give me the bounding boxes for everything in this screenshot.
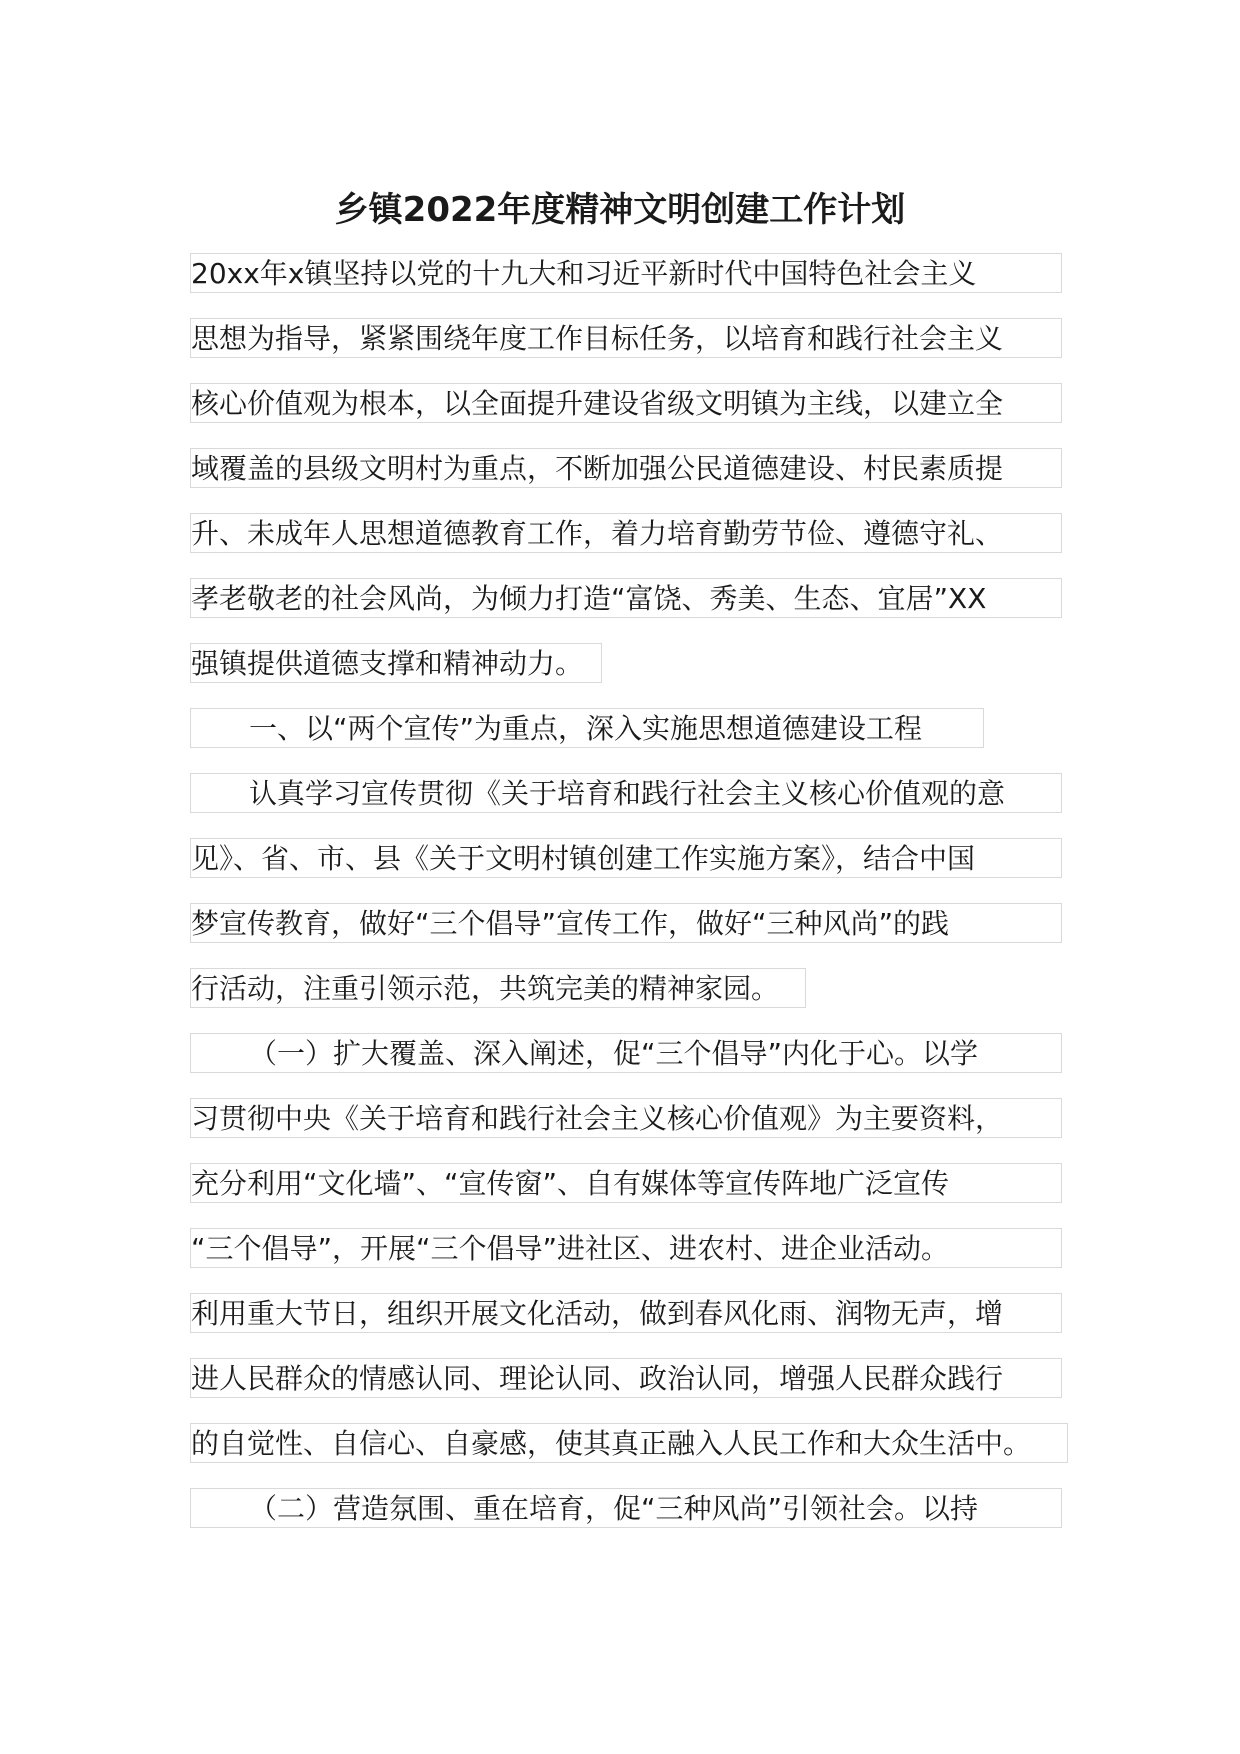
subsection-line: （二）营造氛围、重在培育，促“三种风尚”引领社会。以持 [190, 1488, 1062, 1528]
text-line: 梦宣传教育，做好“三个倡导”宣传工作，做好“三种风尚”的践 [190, 903, 1062, 943]
section-heading: 一、以“两个宣传”为重点，深入实施思想道德建设工程 [190, 708, 984, 748]
document-title: 乡镇2022年度精神文明创建工作计划 [334, 190, 906, 230]
text-line: 孝老敬老的社会风尚，为倾力打造“富饶、秀美、生态、宜居”XX [190, 578, 1062, 618]
text-line: 核心价值观为根本，以全面提升建设省级文明镇为主线，以建立全 [190, 383, 1062, 423]
text-line: “三个倡导”，开展“三个倡导”进社区、进农村、进企业活动。 [190, 1228, 1062, 1268]
text-line: 见》、省、市、县《关于文明村镇创建工作实施方案》，结合中国 [190, 838, 1062, 878]
text-line: 域覆盖的县级文明村为重点，不断加强公民道德建设、村民素质提 [190, 448, 1062, 488]
text-line: 思想为指导，紧紧围绕年度工作目标任务，以培育和践行社会主义 [190, 318, 1062, 358]
subsection-line: （一）扩大覆盖、深入阐述，促“三个倡导”内化于心。以学 [190, 1033, 1062, 1073]
text-line: 进人民群众的情感认同、理论认同、政治认同，增强人民群众践行 [190, 1358, 1062, 1398]
text-line: 习贯彻中央《关于培育和践行社会主义核心价值观》为主要资料， [190, 1098, 1062, 1138]
text-line: 强镇提供道德支撑和精神动力。 [190, 643, 602, 683]
text-line: 认真学习宣传贯彻《关于培育和践行社会主义核心价值观的意 [190, 773, 1062, 813]
text-line: 行活动，注重引领示范，共筑完美的精神家园。 [190, 968, 806, 1008]
text-line: 利用重大节日，组织开展文化活动，做到春风化雨、润物无声，增 [190, 1293, 1062, 1333]
text-line: 升、未成年人思想道德教育工作，着力培育勤劳节俭、遵德守礼、 [190, 513, 1062, 553]
text-line: 20xx年x镇坚持以党的十九大和习近平新时代中国特色社会主义 [190, 253, 1062, 293]
text-line: 的自觉性、自信心、自豪感，使其真正融入人民工作和大众生活中。 [190, 1423, 1068, 1463]
text-line: 充分利用“文化墙”、“宣传窗”、自有媒体等宣传阵地广泛宣传 [190, 1163, 1062, 1203]
